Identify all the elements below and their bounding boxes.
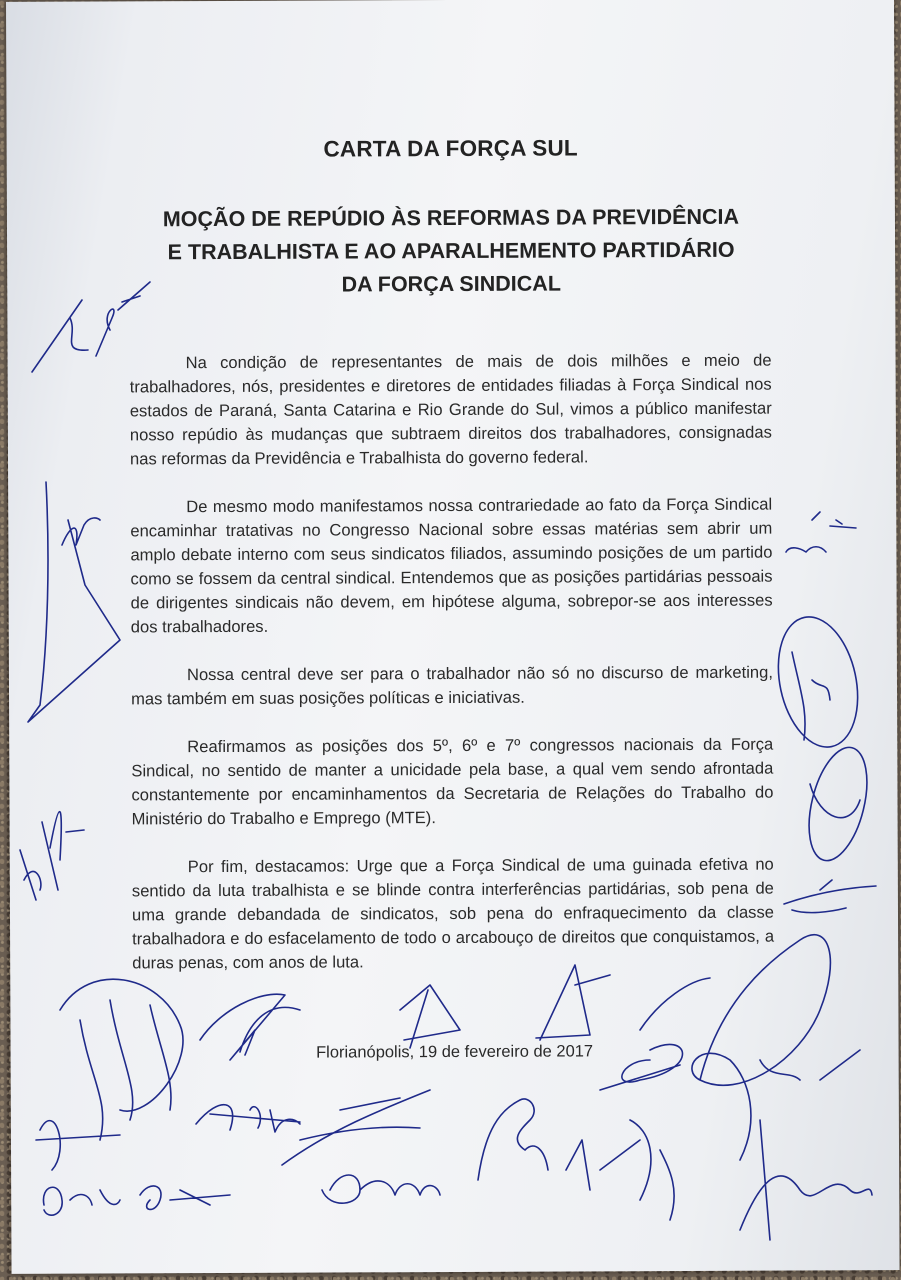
dateline: Florianópolis, 19 de fevereiro de 2017 [316, 1042, 594, 1062]
paragraph-5: Por fim, destacamos: Urge que a Força Sindical de uma guinada efetiva no sentido da luta trabalhista e se blinde contra interferências partidárias, sob pena de uma grande debandada de sindicatos, sob pena do enfraquecimento da classe trabalhadora e do esfacelamento de todo o arcabouço de direitos que conquistamos, a duras penas, com anos de luta. [131, 854, 775, 973]
subheading-line-3: DA FORÇA SINDICAL [341, 271, 561, 297]
letter-body [130, 349, 775, 1000]
paragraph-3: Nossa central deve ser para o trabalhador não só no discurso de marketing, mas também em suas posições políticas e iniciativas. [131, 662, 773, 709]
letter-page [6, 0, 900, 1274]
letter-subheading [7, 200, 895, 303]
paragraph-2: De mesmo modo manifestamos nossa contrariedade ao fato da Força Sindical encaminhar tratativas no Congresso Nacional sobre essas matérias sem abrir um amplo debate interno com seus sindicatos filiados, assumindo posições de um partido como se fossem da central sindical. Entendemos que as posições partidárias pessoais de dirigentes sindicais não devem, em hipótese alguma, sobrepor-se aos interesses dos trabalhadores. [130, 494, 773, 637]
subheading-line-2: E TRABALHISTA E AO APARALHEMENTO PARTIDÁRIO [167, 237, 735, 265]
letter-heading: CARTA DA FORÇA SUL [323, 135, 578, 162]
subheading-line-1: MOÇÃO DE REPÚDIO ÀS REFORMAS DA PREVIDÊNCIA [162, 204, 740, 232]
paragraph-4: Reafirmamos as posições dos 5º, 6º e 7º congressos nacionais da Força Sindical, no sentido de manter a unicidade pela base, a qual vem sendo afrontada constantemente por encaminhamentos da Secretaria de Relações do Trabalho do Ministério do Trabalho e Emprego (MTE). [131, 734, 774, 829]
paragraph-1: Na condição de representantes de mais de dois milhões e meio de trabalhadores, nós, presidentes e diretores de entidades filiadas à Força Sindical nos estados de Paraná, Santa Catarina e Rio Grande do Sul, vimos a público manifestar nosso repúdio às mudanças que subtraem direitos dos trabalhadores, consignadas nas reformas da Previdência e Trabalhista do governo federal. [129, 350, 772, 469]
